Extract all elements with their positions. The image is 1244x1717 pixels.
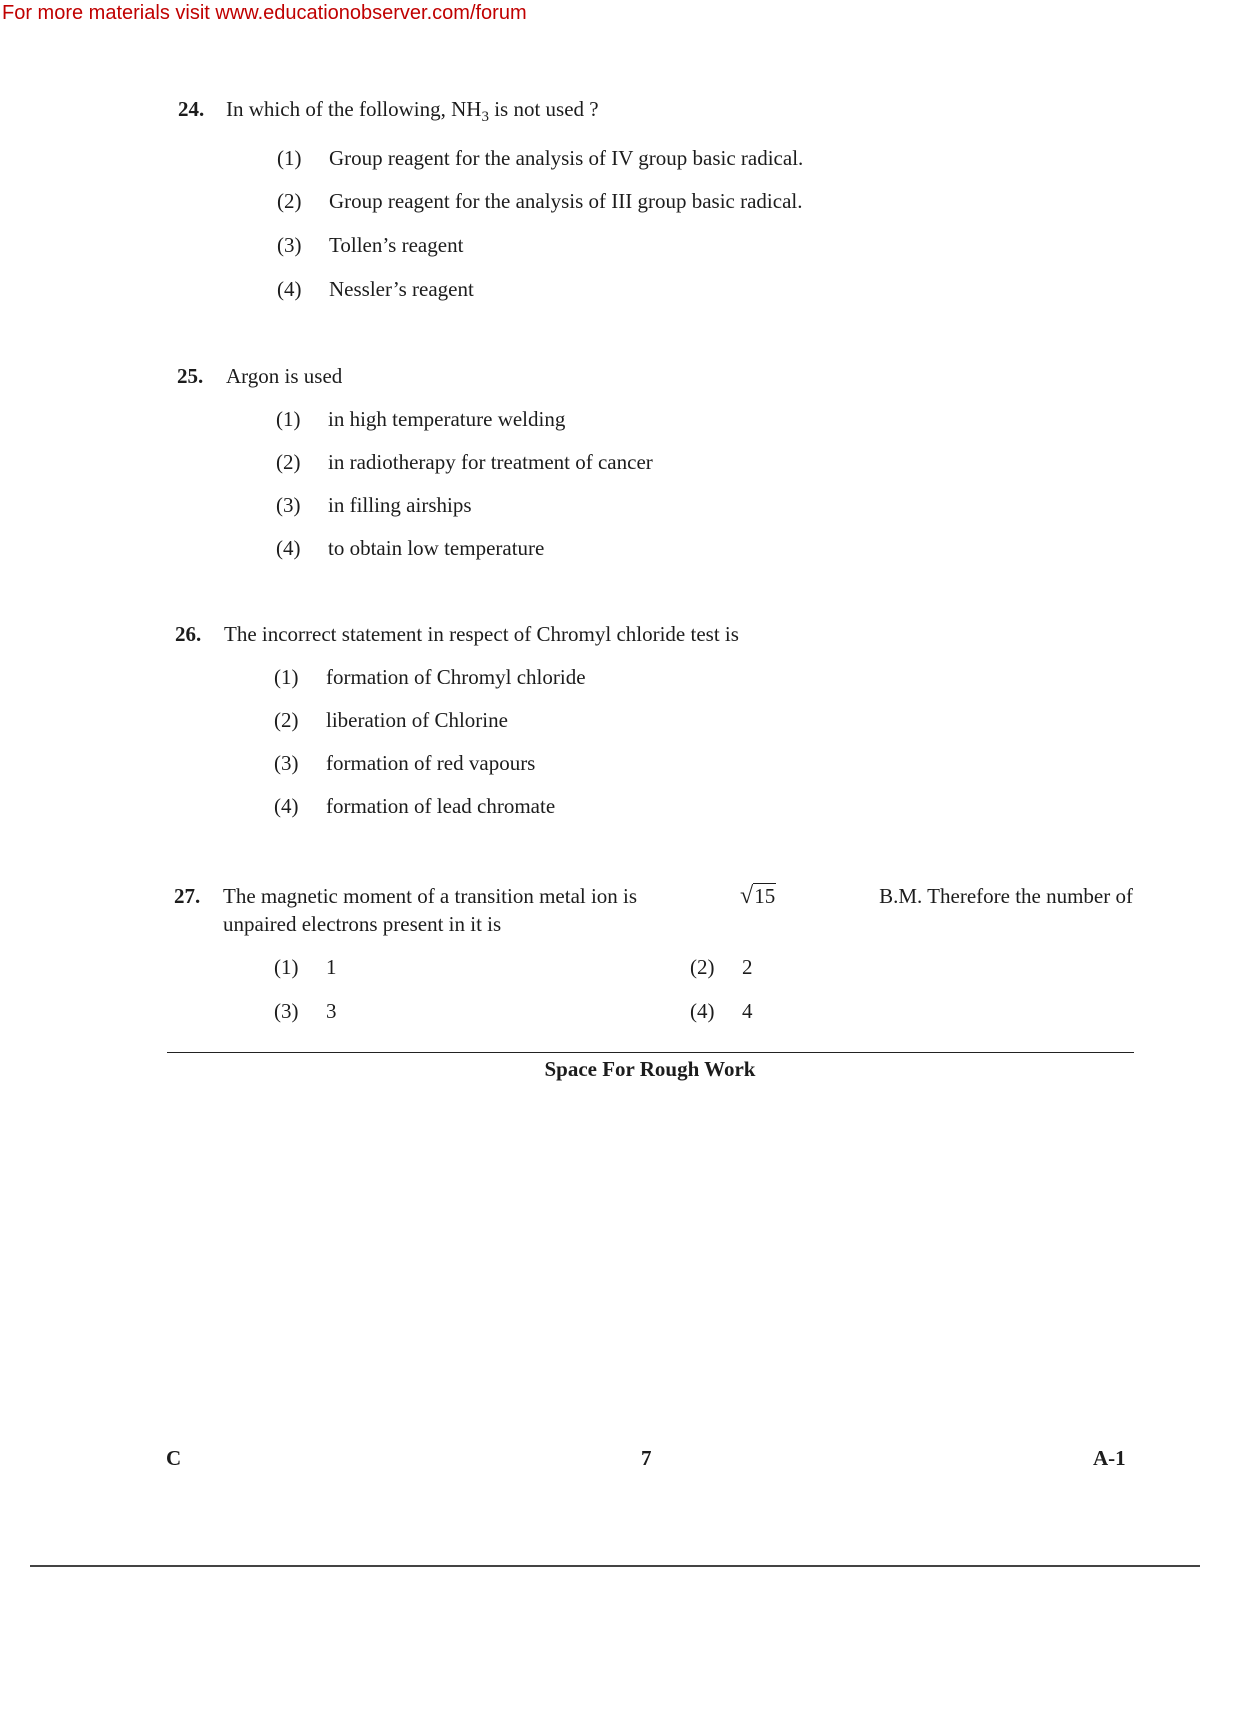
option-1: (1) Group reagent for the analysis of IV group basic radical.	[277, 146, 804, 170]
rough-work-label: Space For Rough Work	[544, 1057, 756, 1081]
page-edge-line	[30, 1565, 1200, 1567]
option-3: (3) formation of red vapours	[274, 751, 536, 775]
question-text: Argon is used	[226, 364, 343, 388]
option-2: (2) 2	[690, 955, 753, 979]
option-1: (1) in high temperature welding	[276, 407, 566, 431]
option-2: (2) in radiotherapy for treatment of cancer	[276, 450, 653, 474]
divider	[167, 1052, 1134, 1053]
question-number: 25.	[177, 364, 204, 388]
option-4: (4) Nessler’s reagent	[277, 277, 474, 301]
option-4: (4) formation of lead chromate	[274, 794, 556, 818]
question-text: The incorrect statement in respect of Chromyl chloride test is	[224, 622, 739, 646]
option-3: (3) in filling airships	[276, 493, 472, 517]
square-root: √15	[740, 883, 776, 909]
option-4: (4) 4	[690, 999, 753, 1023]
page-number: 7	[641, 1446, 652, 1470]
source-link[interactable]: For more materials visit www.educationobserver.com/forum	[2, 2, 527, 24]
option-1: (1) 1	[274, 955, 337, 979]
footer-code: A-1	[1093, 1446, 1126, 1470]
question-number: 24.	[178, 97, 205, 121]
option-2: (2) Group reagent for the analysis of III group basic radical.	[277, 189, 803, 213]
question-text: In which of the following, $NH_3$ is not used ?	[226, 97, 599, 126]
question-number: 27.	[174, 884, 201, 908]
question-text: The magnetic moment of a transition metal ion is √15 B.M. Therefore the number of	[223, 883, 1133, 909]
option-4: (4) to obtain low temperature	[276, 536, 545, 560]
option-3: (3) 3	[274, 999, 337, 1023]
option-3: (3) Tollen’s reagent	[277, 233, 464, 257]
question-number: 26.	[175, 622, 202, 646]
option-1: (1) formation of Chromyl chloride	[274, 665, 586, 689]
question-text-line2: unpaired electrons present in it is	[223, 912, 502, 936]
option-2: (2) liberation of Chlorine	[274, 708, 508, 732]
footer-series: C	[166, 1446, 182, 1470]
